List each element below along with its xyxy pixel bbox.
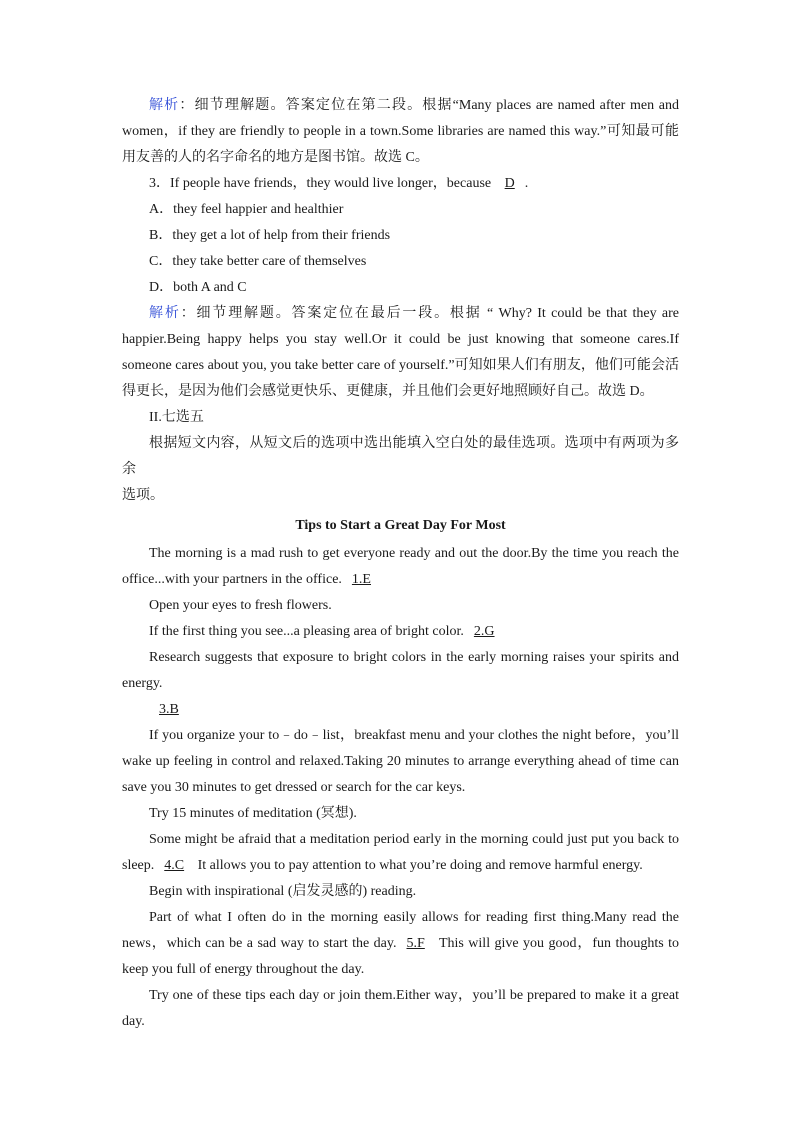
- answer-blank: D: [504, 176, 515, 191]
- section-2: II.七选五 根据短文内容，从短文后的选项中选出能填入空白处的最佳选项。选项中有两项为多余 选项。: [122, 405, 679, 509]
- page-content: [122, 93, 679, 1035]
- answer-blank-3: 3.B: [159, 702, 179, 717]
- option-c: C．they take better care of themselves: [149, 254, 367, 269]
- option-d: D．both A and C: [149, 280, 247, 295]
- section-instruction: 根据短文内容，从短文后的选项中选出能填入空白处的最佳选项。选项中有两项为多余: [122, 436, 679, 477]
- answer-blank-4: 4.C: [164, 858, 185, 873]
- q3-analysis: 解析：细节理解题。答案定位在最后一段。根据 “ Why? It could be that they are happier.Being happy helps you stay well.Or it could be just knowing that someone cares.If someone cares about you, you take better care of yourself.”可知如果人们有朋友，他们可能会活 得更长，是因为他们会感觉更快乐、更健康，并且他们会更好地照顾好自己。故选 D。: [122, 306, 680, 399]
- passage-title: Tips to Start a Great Day For Most: [295, 518, 506, 533]
- option-b: B．they get a lot of help from their friends: [149, 228, 391, 243]
- answer-blank-5: 5.F: [406, 936, 425, 951]
- passage-body: The morning is a mad rush to get everyone ready and out the door.By the time you reach the office...with your partners in the office. 1.E Open your eyes to fresh flowers. If the first thing you see...a pleasing area of bright color. 2.G Research suggests that exposure to bright colors in the early morning raises your spirits and energy. 3.B If you organize your to﹣do﹣list，breakfast menu and your clothes the night before，you’ll wake up feeling in control and relaxed.Taking 20 minutes to arrange everything ahead of time can save you 30 minutes to get dressed or search for the car keys. Try 15 minutes of meditation (冥想). Some might be afraid that a meditation period early in the morning could just put you back to sleep. 4.C It allows you to pay attention to what you’re doing and remove harmful energy. Begin with inspirational (启发灵感的) reading. Part of what I often do in the morning easily allows for reading first thing.Many read the news，which can be a sad way to start the day. 5.F This will give you good，fun thoughts to keep you full of energy throughout the day. Try one of these tips each day or join them.Either way，you’ll be prepared to make it a great day.: [122, 546, 679, 1029]
- option-a: A．they feel happier and healthier: [149, 202, 344, 217]
- analysis-label: 解析: [149, 98, 180, 113]
- question-3: 3．If people have friends，they would live longer，because D . A．they feel happier and healthier B．they get a lot of help from their friends C．they take better care of themselves D．both A and C: [122, 171, 679, 301]
- q2-analysis: 解析：细节理解题。答案定位在第二段。根据“Many places are named after men and women，if they are friendly to people in a town.Some libraries are named this way.”可知最可能 用友善的人的名字命名的地方是图书馆。故选 C。: [122, 98, 679, 165]
- section-heading: II.七选五: [149, 410, 204, 425]
- analysis-label: 解析: [149, 306, 181, 321]
- answer-blank-1: 1.E: [351, 572, 371, 587]
- answer-blank-2: 2.G: [473, 624, 495, 639]
